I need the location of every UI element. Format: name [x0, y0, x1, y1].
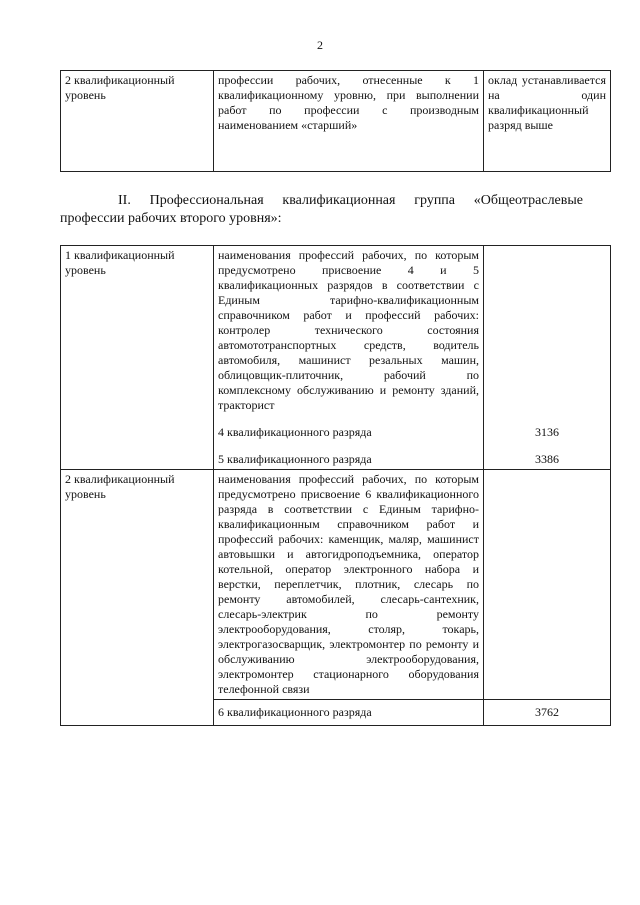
section-heading: II. Профессиональная квалификационная группа «Общеотраслевые профессии рабочих второго уровня»: — [60, 193, 583, 226]
grade-name-cell: 5 квалификационного разряда — [214, 442, 484, 470]
professions-cell: наименования профессий рабочих, по которым предусмотрено присвоение 4 и 5 квалификационных разрядов в соответствии с Единым тарифно-квалификационным справочником работ и профессий рабочих: контролер технического состояния автомототранспортных средств, водитель автомобиля, машинист резальных машин, облицовщик-плиточник, рабочий по комплексному обслуживанию и ремонту зданий, тракторист — [214, 246, 484, 416]
table-row — [61, 71, 611, 172]
salary-cell — [484, 246, 611, 416]
qualification-table-group-1 — [60, 70, 611, 172]
qualification-level-cell: 1 квалификационный уровень — [61, 246, 214, 470]
grade-name-cell: 4 квалификационного разряда — [214, 415, 484, 442]
qualification-table-group-2 — [60, 245, 611, 726]
salary-cell — [484, 470, 611, 700]
grade-salary-cell: 3386 — [484, 442, 611, 470]
grade-salary-cell: 3762 — [484, 700, 611, 726]
qualification-level-cell: 2 квалификационный уровень — [61, 470, 214, 726]
page-number: 2 — [317, 38, 323, 52]
grade-name-cell: 6 квалификационного разряда — [214, 700, 484, 726]
table-row — [61, 246, 611, 416]
qualification-level-cell: 2 квалификационный уровень — [61, 71, 214, 172]
professions-cell: наименования профессий рабочих, по которым предусмотрено присвоение 6 квалификационного разряда в соответствии с Единым тарифно-квалификационным справочником работ и профессий рабочих: каменщик, маляр, машинист автовышки и автогидроподъемника, оператор котельной, оператор электронного набора и верстки, переплетчик, плотник, слесарь по ремонту автомобилей, слесарь-сантехник, слесарь-электрик по ремонту электрооборудования, столяр, токарь, электрогазосварщик, электромонтер по ремонту и обслуживанию электрооборудования, электромонтер стационарного оборудования телефонной связи — [214, 470, 484, 700]
grade-salary-cell: 3136 — [484, 415, 611, 442]
table-row — [61, 470, 611, 700]
salary-note-cell: оклад устанавливается на один квалификационный разряд выше — [484, 71, 611, 172]
professions-cell: профессии рабочих, отнесенные к 1 квалификационному уровню, при выполнении работ по профессии с производным наименованием «старший» — [214, 71, 484, 172]
